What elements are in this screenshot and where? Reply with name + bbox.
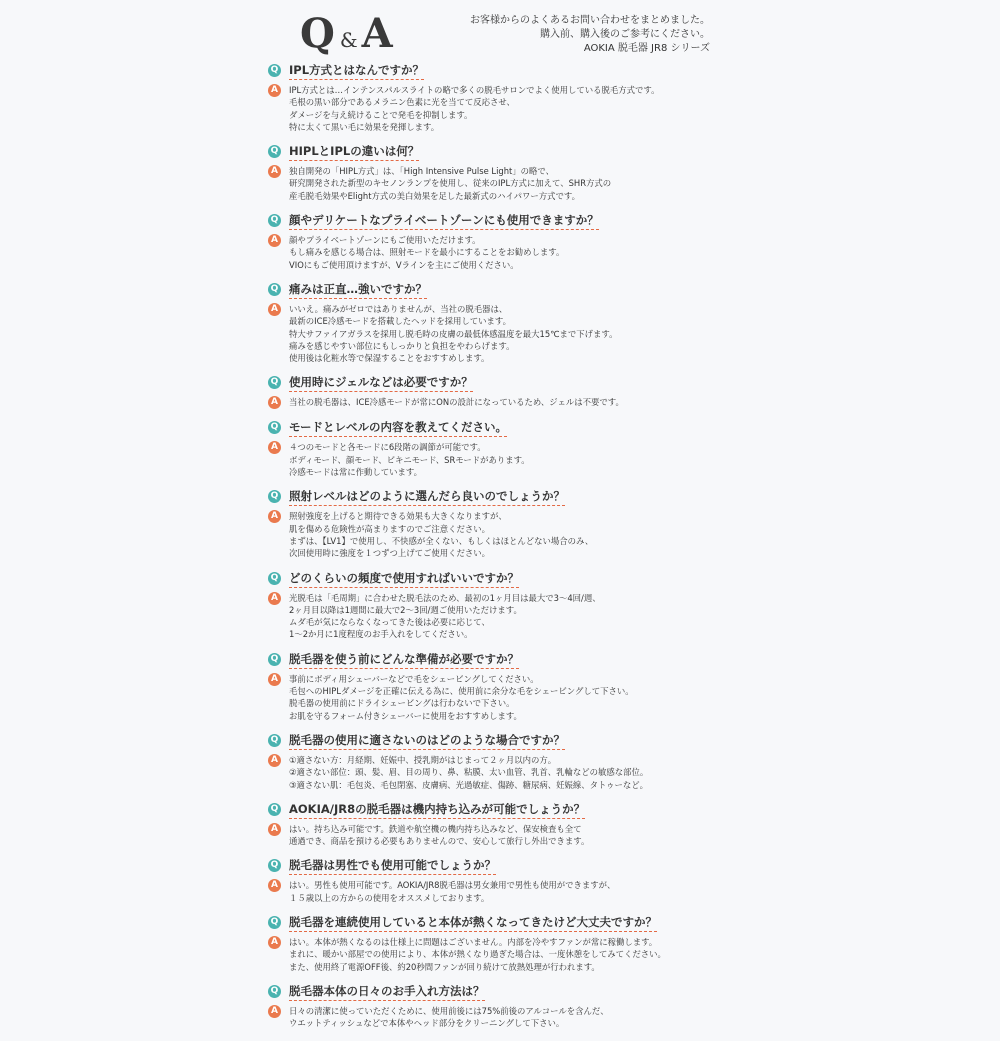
question-row [268,421,738,437]
intro-line: お客様からのよくあるお問い合わせをまとめました。 [470,15,710,26]
answer-line: ボディモード、顔モード、ビキニモード、SRモードがあります。 [289,454,530,465]
answer-row [268,396,738,409]
answer-line: ②適さない部位：頭、髪、眉、目の周り、鼻、粘膜、太い血管、乳首、乳輪などの敏感な部位。 [289,767,649,778]
answer-line: 通過でき、商品を預ける必要もありませんので、安心して旅行し外出できます。 [289,836,590,847]
intro-line: AOKIA 脱毛器 JR8 シリーズ [583,43,710,54]
answer-line: IPL方式とは…インテンスパルスライトの略で多くの脱毛サロンでよく使用している脱毛方式です。 [289,85,660,95]
question-text: 顔やデリケートなプライベートゾーンにも使用できますか？ [289,214,599,230]
answer-line: 最新のICE冷感モードを搭載したヘッドを採用しています。 [289,316,511,327]
answer-row [268,754,738,791]
question-row [268,653,738,669]
answer-line: 脱毛器の使用前にドライシェービングは行わないで下さい。 [289,698,515,709]
question-row [268,985,738,1001]
answer-badge-icon: A [268,165,281,178]
answer-text [289,303,618,364]
answer-line: 照射強度を上げると期待できる効果も大きくなりますが、 [289,511,507,522]
answer-text [289,510,593,559]
question-badge-icon: Q [268,916,281,929]
question-row [268,64,738,80]
answer-text [289,936,666,973]
answer-text [289,441,530,478]
answer-line: はい。本体が熱くなるのは仕様上に問題はございません。内部を冷やすファンが常に稼働します。 [289,936,658,947]
question-text: 照射レベルはどのように選んだら良いのでしょうか？ [289,490,565,506]
question-text: どのくらいの頻度で使用すればいいですか？ [289,572,519,588]
faq-item [268,145,738,202]
answer-line: ①適さない方：月経期、妊娠中、授乳期がはじまって２ヶ月以内の方。 [289,754,557,765]
question-badge-icon: Q [268,653,281,666]
answer-line: ③適さない肌：毛包炎、毛包閉塞、皮膚病、光過敏症、傷跡、糖尿病、妊娠線、タトゥーなど。 [289,779,649,790]
answer-line: 特大サファイアガラスを採用し脱毛時の皮膚の最低体感温度を最大15℃まで下げます。 [289,328,618,339]
answer-line: 肌を傷める危険性が高まりますのでご注意ください。 [289,523,490,534]
answer-badge-icon: A [268,823,281,836]
faq-item [268,490,738,559]
answer-line: お肌を守るフォーム付きシェーバーに使用をおすすめします。 [289,710,522,721]
question-row [268,916,738,932]
answer-row [268,879,738,904]
answer-line: ４つのモードと各モードに6段階の調節が可能です。 [289,442,486,453]
question-badge-icon: Q [268,490,281,503]
intro-text [470,14,710,56]
answer-badge-icon: A [268,510,281,523]
question-badge-icon: Q [268,214,281,227]
question-text: 脱毛器を使う前にどんな準備が必要ですか？ [289,653,519,669]
answer-badge-icon: A [268,234,281,247]
answer-line: 冷感モードは常に作動しています。 [289,467,422,478]
intro-line: 購入前、購入後のご参考にください。 [540,29,710,40]
answer-line: はい。男性も使用可能です。AOKIA/JR8脱毛器は男女兼用で男性も使用ができますが、 [289,880,616,891]
answer-text [289,592,601,641]
answer-line: ウエットティッシュなどで本体やヘッド部分をクリーニングして下さい。 [289,1018,565,1029]
answer-line: 特に太くて黒い毛に効果を発揮します。 [289,121,440,132]
answer-line: ムダ毛が気にならなくなってきた後は必要に応じて、 [289,617,490,628]
answer-badge-icon: A [268,754,281,767]
question-row [268,145,738,161]
question-row [268,572,738,588]
answer-line: いいえ。痛みがゼロではありませんが、当社の脱毛器は、 [289,303,508,314]
answer-row [268,165,738,202]
answer-badge-icon: A [268,396,281,409]
answer-badge-icon: A [268,441,281,454]
answer-line: 研究開発された新型のキセノンランプを使用し、従来のIPL方式に加えて、SHR方式の [289,178,612,189]
faq-item [268,421,738,478]
answer-line: 1～2か月に1度程度のお手入れをしてください。 [289,629,473,640]
question-text: IPL方式とはなんですか？ [289,64,424,80]
answer-line: 使用後は化粧水等で保湿することをおすすめします。 [289,353,490,364]
answer-badge-icon: A [268,1005,281,1018]
answer-line: VIOにもご使用頂けますが、Vラインを主にご使用ください。 [289,259,519,270]
faq-item [268,283,738,364]
question-row [268,283,738,299]
question-row [268,214,738,230]
answer-row [268,1005,738,1030]
answer-line: まれに、暖かい部屋での使用により、本体が熱くなり過ぎた場合は、一度休憩をしてみてください。 [289,949,666,960]
answer-line: また、使用終了電源OFF後、約20秒間ファンが回り続けて放熱処理が行われます。 [289,961,600,972]
question-badge-icon: Q [268,421,281,434]
answer-line: １５歳以上の方からの使用をオススメしております。 [289,892,490,903]
question-badge-icon: Q [268,64,281,77]
answer-row [268,936,738,973]
faq-item [268,985,738,1030]
question-row [268,859,738,875]
question-row [268,376,738,392]
answer-text [289,673,634,722]
answer-row [268,510,738,559]
answer-badge-icon: A [268,673,281,686]
question-text: 脱毛器本体の日々のお手入れ方法は？ [289,985,485,1001]
answer-row [268,673,738,722]
faq-item [268,214,738,271]
answer-text [289,879,615,904]
question-badge-icon: Q [268,283,281,296]
answer-line: 当社の脱毛器は、ICE冷感モードが常にONの設計になっているため、ジェルは不要です。 [289,397,624,408]
answer-line: 独自開発の「HIPL方式」は、「High Intensive Pulse Light」の略で、 [289,166,555,177]
answer-line: はい。持ち込み可能です。鉄道や航空機の機内持ち込みなど、保安検査も全て [289,823,582,834]
logo-q: Q [300,10,336,57]
answer-row [268,441,738,478]
question-row [268,490,738,506]
answer-text [289,754,648,791]
answer-badge-icon: A [268,936,281,949]
question-text: 脱毛器の使用に適さないのはどのような場合ですか？ [289,734,565,750]
question-badge-icon: Q [268,859,281,872]
header [0,0,1000,62]
faq-item [268,734,738,791]
answer-line: ダメージを与え続けることで発毛を抑制します。 [289,109,473,120]
faq-item [268,916,738,973]
question-text: 脱毛器を連続使用していると本体が熱くなってきたけど大丈夫ですか？ [289,916,657,932]
answer-text [289,396,624,408]
question-text: 脱毛器は男性でも使用可能でしょうか？ [289,859,496,875]
question-badge-icon: Q [268,985,281,998]
question-text: 痛みは正直…強いですか？ [289,283,427,299]
question-badge-icon: Q [268,803,281,816]
answer-row [268,234,738,271]
question-badge-icon: Q [268,145,281,158]
faq-item [268,859,738,904]
faq-item [268,572,738,641]
question-row [268,734,738,750]
answer-line: 事前にボディ用シェーバーなどで毛をシェービングしてください。 [289,673,539,684]
logo-amp: & [339,28,358,52]
answer-badge-icon: A [268,303,281,316]
question-text: 使用時にジェルなどは必要ですか？ [289,376,473,392]
question-badge-icon: Q [268,572,281,585]
faq-item [268,376,738,409]
answer-line: 2ヶ月目以降は1週間に最大で2～3回/週ご使用いただけます。 [289,604,522,615]
answer-row [268,823,738,848]
answer-badge-icon: A [268,592,281,605]
question-text: モードとレベルの内容を教えてください。 [289,421,507,437]
answer-line: 顔やプライベートゾーンにもご使用いただけます。 [289,235,481,246]
faq-item [268,803,738,848]
answer-line: 光脱毛は「毛周期」に合わせた脱毛法のため、最初の1ヶ月目は最大で3～4回/週、 [289,592,601,603]
answer-text [289,823,589,848]
answer-row [268,84,738,133]
answer-text [289,165,611,202]
answer-text [289,234,564,271]
answer-text [289,1005,609,1030]
answer-line: もし痛みを感じる場合は、照射モードを最小にすることをお勧めします。 [289,247,565,258]
faq-item [268,653,738,722]
answer-text [289,84,659,133]
answer-line: 痛みを感じやすい部位にもしっかりと負担をやわらげます。 [289,340,515,351]
answer-line: まずは、【LV1】で使用し、不快感が全くない、もしくはほとんどない場合のみ、 [289,535,594,546]
logo-a: A [361,10,394,57]
faq-list [268,64,738,1041]
qa-logo [300,10,394,57]
answer-line: 毛包へのHIPLダメージを正確に伝える為に、使用前に余分な毛をシェービングして下さい。 [289,686,634,697]
answer-badge-icon: A [268,84,281,97]
answer-line: 毛根の黒い部分であるメラニン色素に光を当てて反応させ、 [289,97,515,108]
question-row [268,803,738,819]
answer-badge-icon: A [268,879,281,892]
question-badge-icon: Q [268,376,281,389]
answer-line: 産毛脱毛効果やElight方式の美白効果を足した最新式のハイパワー方式です。 [289,190,581,201]
answer-line: 次回使用時に強度を１つずつ上げてご使用ください。 [289,548,490,559]
faq-item [268,64,738,133]
question-text: AOKIA/JR8の脱毛器は機内持ち込みが可能でしょうか？ [289,803,585,819]
question-badge-icon: Q [268,734,281,747]
answer-row [268,592,738,641]
question-text: HIPLとIPLの違いは何？ [289,145,419,161]
answer-line: 日々の清潔に使っていただくために、使用前後には75%前後のアルコールを含んだ、 [289,1005,609,1016]
answer-row [268,303,738,364]
